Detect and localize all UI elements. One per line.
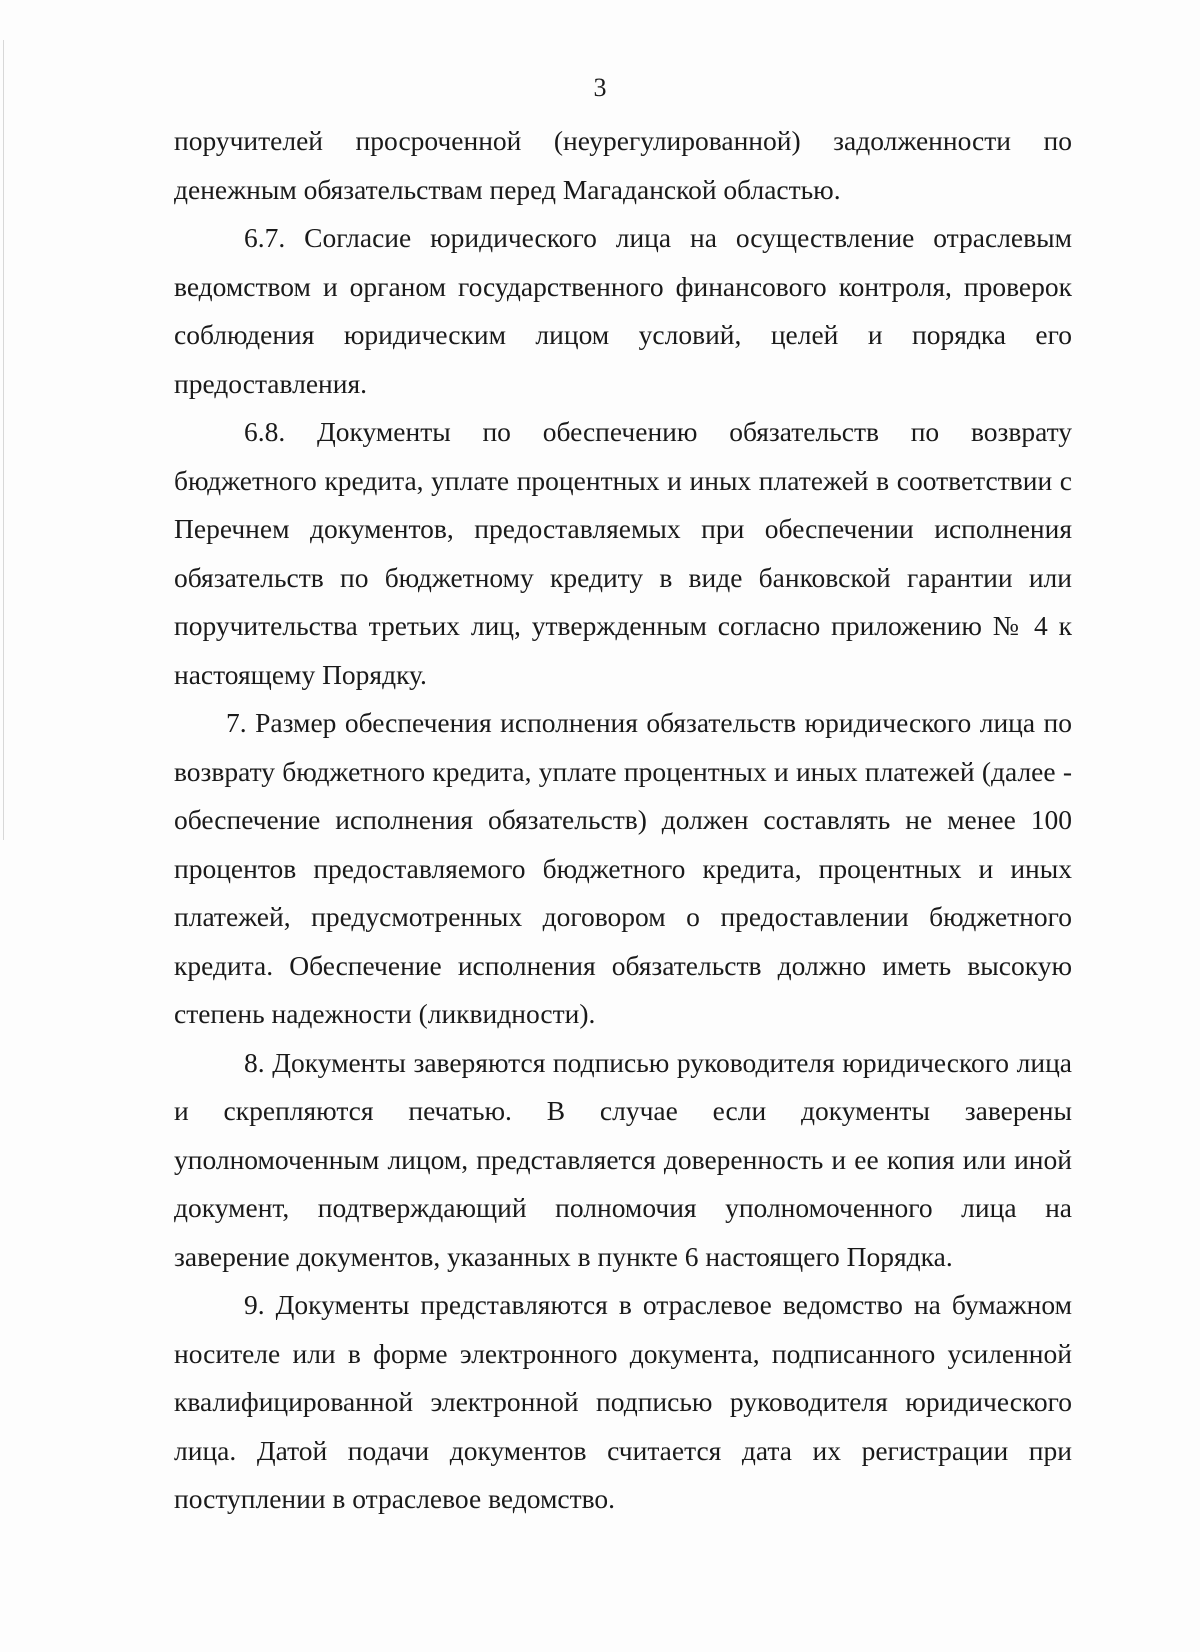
paragraph-8: 8. Документы заверяются подписью руководителя юридического лица и скрепляются печатью. В случае если документы заверены уполномоченным лицом, представляется доверенность и ее копия или иной документ, подтверждающий полномочия уполномоченного лица на заверение документов, указанных в пункте 6 настоящего Порядка. [174, 1046, 1072, 1272]
page-number: 3 [593, 73, 607, 102]
paragraph-6-8: 6.8. Документы по обеспечению обязательств по возврату бюджетного кредита, уплате процентных и иных платежей в соответствии с Перечнем документов, предоставляемых при обеспечении исполнения обязательств по бюджетному кредиту в виде банковской гарантии или поручительства третьих лиц, утвержденным согласно приложению № 4 к настоящему Порядку. [174, 416, 1072, 690]
document-body [174, 117, 1072, 1524]
paragraph-9: 9. Документы представляются в отраслевое ведомство на бумажном носителе или в форме электронного документа, подписанного усиленной квалифицированной электронной подписью руководителя юридического лица. Датой подачи документов считается дата их регистрации при поступлении в отраслевое ведомство. [174, 1289, 1072, 1514]
paragraph-7: 7. Размер обеспечения исполнения обязательств юридического лица по возврату бюджетного кредита, уплате процентных и иных платежей (далее - обеспечение исполнения обязательств) должен составлять не менее 100 процентов предоставляемого бюджетного кредита, процентных и иных платежей, предусмотренных договором о предоставлении бюджетного кредита. Обеспечение исполнения обязательств должно иметь высокую степень надежности (ликвидности). [174, 707, 1072, 1029]
paragraph-continuation: поручителей просроченной (неурегулированной) задолженности по денежным обязательствам перед Магаданской областью. [174, 125, 1072, 205]
scan-edge-line [3, 40, 4, 840]
paragraph-6-7: 6.7. Согласие юридического лица на осуществление отраслевым ведомством и органом государственного финансового контроля, проверок соблюдения юридическим лицом условий, целей и порядка его предоставления. [174, 222, 1072, 399]
